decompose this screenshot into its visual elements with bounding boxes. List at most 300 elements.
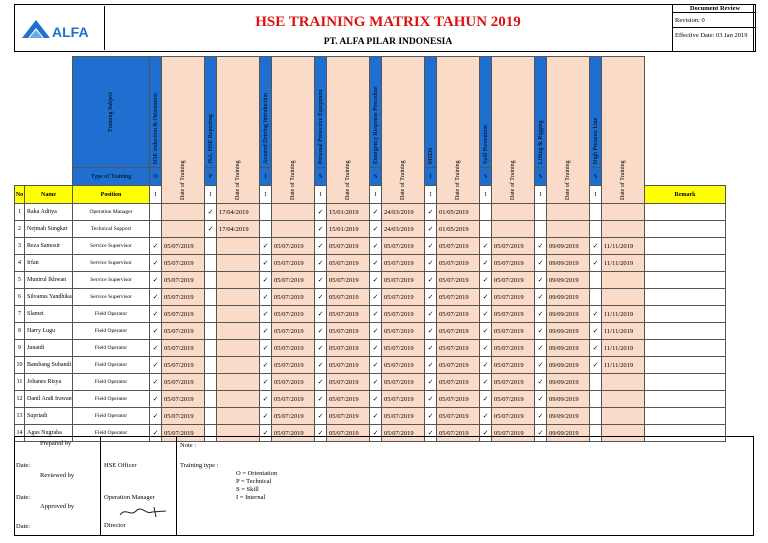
- employee-position: Operation Manager: [73, 204, 150, 221]
- remark-cell: [645, 391, 726, 408]
- training-date: [217, 408, 260, 425]
- check-mark: [205, 391, 217, 408]
- check-mark: [260, 204, 272, 221]
- training-date: 05/07/2019: [327, 272, 370, 289]
- row-type-code: I: [370, 186, 382, 204]
- check-mark: ✓: [315, 306, 327, 323]
- footer-frame: [14, 436, 754, 536]
- training-date: 05/07/2019: [327, 340, 370, 357]
- check-mark: ✓: [480, 323, 492, 340]
- check-mark: ✓: [370, 340, 382, 357]
- check-mark: ✓: [150, 306, 162, 323]
- check-mark: ✓: [150, 238, 162, 255]
- training-date: [602, 391, 645, 408]
- check-mark: ✓: [370, 221, 382, 238]
- check-mark: ✓: [370, 238, 382, 255]
- check-mark: [205, 408, 217, 425]
- row-number: 2: [15, 221, 25, 238]
- training-date: 09/09/2019: [547, 323, 590, 340]
- check-mark: [205, 323, 217, 340]
- training-date: [217, 340, 260, 357]
- training-date: [492, 221, 535, 238]
- course-name-header: [590, 57, 602, 168]
- remark-cell: [645, 289, 726, 306]
- check-mark: ✓: [370, 306, 382, 323]
- training-date: 09/09/2019: [547, 357, 590, 374]
- check-mark: ✓: [315, 425, 327, 442]
- logo-text: ALFA: [52, 24, 89, 40]
- check-mark: ✓: [315, 408, 327, 425]
- training-date: 05/07/2019: [327, 357, 370, 374]
- training-date: 09/09/2019: [547, 340, 590, 357]
- training-date: 05/07/2019: [382, 357, 425, 374]
- header-spacer: [15, 57, 73, 168]
- date-of-training-header: [437, 57, 480, 204]
- training-date: 05/07/2019: [492, 323, 535, 340]
- training-date: 11/11/2019: [602, 323, 645, 340]
- table-row: [15, 357, 726, 374]
- remark-cell: [645, 204, 726, 221]
- check-mark: ✓: [260, 255, 272, 272]
- training-date: 11/11/2019: [602, 255, 645, 272]
- training-date: 05/07/2019: [162, 306, 205, 323]
- training-date: 05/07/2019: [437, 255, 480, 272]
- training-date: [602, 204, 645, 221]
- employee-name: Silvanus Yandhika: [25, 289, 73, 306]
- training-date: 05/07/2019: [437, 340, 480, 357]
- table-row: [15, 323, 726, 340]
- row-number: 11: [15, 374, 25, 391]
- check-mark: [150, 204, 162, 221]
- prepared-date-label: Date:: [16, 462, 31, 469]
- training-date: 01/05/2019: [437, 204, 480, 221]
- remark-cell: [645, 221, 726, 238]
- date-of-training-header: [272, 57, 315, 204]
- type-of-training-label: Type of Training: [73, 168, 150, 186]
- training-date: [602, 272, 645, 289]
- employee-position: Field Operator: [73, 340, 150, 357]
- training-date: [217, 391, 260, 408]
- training-date: 05/07/2019: [492, 408, 535, 425]
- course-name: Emergency Response Procedure: [372, 86, 379, 164]
- check-mark: ✓: [370, 289, 382, 306]
- training-type-label: Training type :: [180, 462, 219, 469]
- training-date: 11/11/2019: [602, 340, 645, 357]
- training-date: 05/07/2019: [492, 374, 535, 391]
- training-date: 17/04/2019: [217, 221, 260, 238]
- prepared-by-label: Prepared by: [40, 440, 72, 447]
- training-date: 05/07/2019: [272, 357, 315, 374]
- reviewed-role: Operation Manager: [104, 494, 155, 501]
- check-mark: ✓: [425, 374, 437, 391]
- remark-cell: [645, 238, 726, 255]
- training-date: 05/07/2019: [437, 374, 480, 391]
- check-mark: ✓: [535, 357, 547, 374]
- check-mark: ✓: [480, 272, 492, 289]
- document-review-box: [672, 4, 756, 52]
- course-name-header: [535, 57, 547, 168]
- employee-position: Field Operator: [73, 408, 150, 425]
- training-date: [602, 289, 645, 306]
- check-mark: [590, 408, 602, 425]
- employee-name: Reza Samosir: [25, 238, 73, 255]
- check-mark: ✓: [150, 340, 162, 357]
- date-of-training-header: [327, 57, 370, 204]
- training-date: 05/07/2019: [437, 306, 480, 323]
- legend-item: O = Orientation: [236, 470, 278, 477]
- check-mark: ✓: [150, 391, 162, 408]
- check-mark: ✓: [370, 272, 382, 289]
- check-mark: ✓: [315, 204, 327, 221]
- training-date: [217, 255, 260, 272]
- check-mark: ✓: [535, 408, 547, 425]
- check-mark: [205, 289, 217, 306]
- date-of-training-label: Date of Training: [400, 160, 406, 200]
- check-mark: ✓: [315, 323, 327, 340]
- row-number: 1: [15, 204, 25, 221]
- page-title: HSE TRAINING MATRIX TAHUN 2019: [255, 14, 521, 30]
- check-mark: ✓: [260, 289, 272, 306]
- date-of-training-label: Date of Training: [180, 160, 186, 200]
- remark-cell: [645, 323, 726, 340]
- table-row: [15, 374, 726, 391]
- check-mark: ✓: [315, 289, 327, 306]
- row-type-code: I: [205, 186, 217, 204]
- course-name: High Pressure Line: [592, 117, 599, 164]
- check-mark: ✓: [425, 272, 437, 289]
- check-mark: [205, 255, 217, 272]
- check-mark: ✓: [260, 408, 272, 425]
- employee-name: Munirul Ikhwan: [25, 272, 73, 289]
- check-mark: ✓: [425, 357, 437, 374]
- training-date: 05/07/2019: [327, 374, 370, 391]
- training-date: 05/07/2019: [272, 272, 315, 289]
- training-date: [162, 204, 205, 221]
- course-name: Spill Prevention: [482, 125, 489, 164]
- employee-position: Service Supervisor: [73, 272, 150, 289]
- check-mark: ✓: [150, 374, 162, 391]
- check-mark: ✓: [150, 255, 162, 272]
- check-mark: [205, 238, 217, 255]
- check-mark: ✓: [480, 306, 492, 323]
- course-type-code: I: [260, 168, 272, 186]
- check-mark: ✓: [150, 357, 162, 374]
- training-date: 05/07/2019: [272, 238, 315, 255]
- check-mark: ✓: [480, 289, 492, 306]
- check-mark: ✓: [370, 374, 382, 391]
- check-mark: ✓: [205, 221, 217, 238]
- date-of-training-label: Date of Training: [345, 160, 351, 200]
- course-type-code: S: [535, 168, 547, 186]
- employee-position: Field Operator: [73, 323, 150, 340]
- training-date: 09/09/2019: [547, 408, 590, 425]
- row-number: 8: [15, 323, 25, 340]
- check-mark: ✓: [370, 425, 382, 442]
- training-date: [217, 374, 260, 391]
- employee-name: Slamet: [25, 306, 73, 323]
- check-mark: ✓: [150, 323, 162, 340]
- employee-position: Field Operator: [73, 357, 150, 374]
- course-name: Personal Protective Equipment: [317, 89, 324, 164]
- training-subject-label: Training Subject: [108, 92, 114, 132]
- check-mark: [480, 221, 492, 238]
- check-mark: ✓: [535, 306, 547, 323]
- course-type-code: S: [590, 168, 602, 186]
- training-date: 05/07/2019: [162, 289, 205, 306]
- check-mark: ✓: [260, 340, 272, 357]
- check-mark: ✓: [150, 425, 162, 442]
- employee-name: Irfan: [25, 255, 73, 272]
- check-mark: ✓: [480, 391, 492, 408]
- check-mark: ✓: [315, 272, 327, 289]
- training-date: 05/07/2019: [162, 272, 205, 289]
- check-mark: ✓: [370, 408, 382, 425]
- date-of-training-header: [492, 57, 535, 204]
- date-of-training-label: Date of Training: [290, 160, 296, 200]
- check-mark: ✓: [260, 357, 272, 374]
- footer-divider: [176, 436, 177, 536]
- training-date: [602, 221, 645, 238]
- check-mark: [590, 272, 602, 289]
- training-date: 05/07/2019: [272, 408, 315, 425]
- training-date: 05/07/2019: [382, 425, 425, 442]
- training-date: [217, 289, 260, 306]
- check-mark: [590, 204, 602, 221]
- check-mark: [205, 374, 217, 391]
- table-row: [15, 391, 726, 408]
- training-date: 11/11/2019: [602, 357, 645, 374]
- row-type-code: I: [150, 186, 162, 204]
- training-date: 05/07/2019: [327, 255, 370, 272]
- date-of-training-header: [547, 57, 590, 204]
- employee-position: Field Operator: [73, 391, 150, 408]
- company-logo: [14, 6, 105, 50]
- training-matrix-table: [14, 56, 726, 442]
- training-date: 05/07/2019: [162, 425, 205, 442]
- training-date: [272, 221, 315, 238]
- training-date: 05/07/2019: [492, 425, 535, 442]
- training-date: [217, 272, 260, 289]
- remark-cell: [645, 357, 726, 374]
- date-of-training-label: Date of Training: [620, 160, 626, 200]
- check-mark: ✓: [535, 374, 547, 391]
- check-mark: [535, 221, 547, 238]
- training-date: 05/07/2019: [437, 272, 480, 289]
- row-number: 3: [15, 238, 25, 255]
- check-mark: ✓: [480, 255, 492, 272]
- training-date: 05/07/2019: [327, 289, 370, 306]
- check-mark: ✓: [425, 408, 437, 425]
- training-date: 05/07/2019: [162, 238, 205, 255]
- course-type-code: I: [425, 168, 437, 186]
- course-name: MSDS: [427, 147, 434, 164]
- training-date: 24/03/2019: [382, 221, 425, 238]
- check-mark: ✓: [425, 323, 437, 340]
- table-row: [15, 289, 726, 306]
- check-mark: ✓: [425, 425, 437, 442]
- header-spacer: [645, 168, 726, 186]
- training-date: [217, 238, 260, 255]
- training-date: 05/07/2019: [492, 289, 535, 306]
- check-mark: ✓: [535, 255, 547, 272]
- training-date: 05/07/2019: [162, 408, 205, 425]
- row-number: 4: [15, 255, 25, 272]
- check-mark: ✓: [590, 323, 602, 340]
- training-date: 05/07/2019: [382, 272, 425, 289]
- effective-date-label: Effective Date: 03 Jan 2019: [675, 32, 748, 39]
- training-date: 05/07/2019: [437, 238, 480, 255]
- check-mark: ✓: [425, 238, 437, 255]
- training-date: 24/03/2019: [382, 204, 425, 221]
- row-type-code: I: [260, 186, 272, 204]
- remark-cell: [645, 340, 726, 357]
- date-of-training-header: [217, 57, 260, 204]
- training-date: 11/11/2019: [602, 306, 645, 323]
- table-row: [15, 306, 726, 323]
- course-name-header: [370, 57, 382, 168]
- training-date: 05/07/2019: [437, 323, 480, 340]
- row-number: 14: [15, 425, 25, 442]
- training-date: 05/07/2019: [272, 306, 315, 323]
- check-mark: [205, 340, 217, 357]
- training-date: 05/07/2019: [382, 255, 425, 272]
- training-date: 05/07/2019: [162, 357, 205, 374]
- training-date: 05/07/2019: [272, 374, 315, 391]
- check-mark: ✓: [535, 272, 547, 289]
- training-date: 05/07/2019: [492, 391, 535, 408]
- training-date: 09/09/2019: [547, 289, 590, 306]
- training-date: 05/07/2019: [382, 340, 425, 357]
- employee-name: Raka Aditya: [25, 204, 73, 221]
- check-mark: ✓: [480, 238, 492, 255]
- training-date: 05/07/2019: [327, 306, 370, 323]
- training-date: 05/07/2019: [162, 255, 205, 272]
- course-name: Assured Driving Introduction: [262, 93, 269, 164]
- training-date: 05/07/2019: [492, 255, 535, 272]
- check-mark: [205, 357, 217, 374]
- training-date: 05/07/2019: [327, 238, 370, 255]
- training-subject-header: [73, 57, 150, 168]
- check-mark: ✓: [205, 204, 217, 221]
- employee-name: Harry Lugu: [25, 323, 73, 340]
- training-date: 05/07/2019: [327, 323, 370, 340]
- course-name-header: [425, 57, 437, 168]
- training-date: 05/07/2019: [382, 391, 425, 408]
- row-number: 10: [15, 357, 25, 374]
- course-type-code: P: [205, 168, 217, 186]
- reviewed-date-label: Date:: [16, 494, 31, 501]
- training-date: 09/09/2019: [547, 425, 590, 442]
- no-header: No: [15, 186, 25, 204]
- course-name-header: [315, 57, 327, 168]
- approved-by-label: Approved by: [40, 503, 75, 510]
- course-header-row: [15, 57, 726, 168]
- check-mark: ✓: [370, 357, 382, 374]
- note-label: Note :: [180, 442, 197, 449]
- table-row: [15, 204, 726, 221]
- check-mark: ✓: [480, 357, 492, 374]
- training-date: 09/09/2019: [547, 255, 590, 272]
- training-date: 05/07/2019: [492, 340, 535, 357]
- check-mark: ✓: [425, 391, 437, 408]
- check-mark: ✓: [260, 425, 272, 442]
- training-date: 05/07/2019: [437, 289, 480, 306]
- employee-name: Danil Andi Irawan: [25, 391, 73, 408]
- course-name: HSE Induction & Orientation: [152, 93, 159, 164]
- check-mark: ✓: [590, 255, 602, 272]
- training-date: 09/09/2019: [547, 238, 590, 255]
- check-mark: ✓: [260, 272, 272, 289]
- check-mark: [535, 204, 547, 221]
- date-of-training-header: [162, 57, 205, 204]
- training-date: 05/07/2019: [272, 289, 315, 306]
- check-mark: ✓: [425, 289, 437, 306]
- remark-cell: [645, 408, 726, 425]
- training-date: [162, 221, 205, 238]
- row-number: 13: [15, 408, 25, 425]
- course-name-header: [480, 57, 492, 168]
- training-date: 05/07/2019: [492, 306, 535, 323]
- training-date: [217, 323, 260, 340]
- training-date: 15/01/2019: [327, 221, 370, 238]
- training-date: 05/07/2019: [162, 391, 205, 408]
- training-date: 05/07/2019: [492, 238, 535, 255]
- training-date: 05/07/2019: [437, 425, 480, 442]
- training-date: 05/07/2019: [382, 238, 425, 255]
- table-row: [15, 221, 726, 238]
- check-mark: ✓: [425, 255, 437, 272]
- table-row: [15, 238, 726, 255]
- course-name-header: [205, 57, 217, 168]
- row-number: 9: [15, 340, 25, 357]
- row-number: 5: [15, 272, 25, 289]
- employee-name: Junaidi: [25, 340, 73, 357]
- employee-name: Bambang Subandi: [25, 357, 73, 374]
- check-mark: [590, 391, 602, 408]
- course-type-code: S: [315, 168, 327, 186]
- training-date: 05/07/2019: [327, 391, 370, 408]
- training-date: 05/07/2019: [162, 340, 205, 357]
- table-row: [15, 340, 726, 357]
- legend-item: S = Skill: [236, 486, 259, 493]
- row-number: 7: [15, 306, 25, 323]
- employee-position: Service Supervisor: [73, 289, 150, 306]
- training-date: 05/07/2019: [382, 323, 425, 340]
- employee-position: Service Supervisor: [73, 255, 150, 272]
- check-mark: [260, 221, 272, 238]
- course-type-code: S: [370, 168, 382, 186]
- header-spacer: [645, 57, 726, 168]
- check-mark: [150, 221, 162, 238]
- check-mark: ✓: [480, 340, 492, 357]
- check-mark: ✓: [590, 357, 602, 374]
- check-mark: ✓: [590, 306, 602, 323]
- training-date: 05/07/2019: [382, 289, 425, 306]
- check-mark: ✓: [260, 306, 272, 323]
- date-of-training-label: Date of Training: [235, 160, 241, 200]
- check-mark: ✓: [425, 306, 437, 323]
- check-mark: ✓: [260, 391, 272, 408]
- position-header: Position: [73, 186, 150, 204]
- remark-cell: [645, 272, 726, 289]
- check-mark: [480, 204, 492, 221]
- training-date: 09/09/2019: [547, 391, 590, 408]
- training-date: 01/05/2019: [437, 221, 480, 238]
- check-mark: [590, 374, 602, 391]
- check-mark: ✓: [535, 340, 547, 357]
- table-row: [15, 255, 726, 272]
- check-mark: ✓: [480, 374, 492, 391]
